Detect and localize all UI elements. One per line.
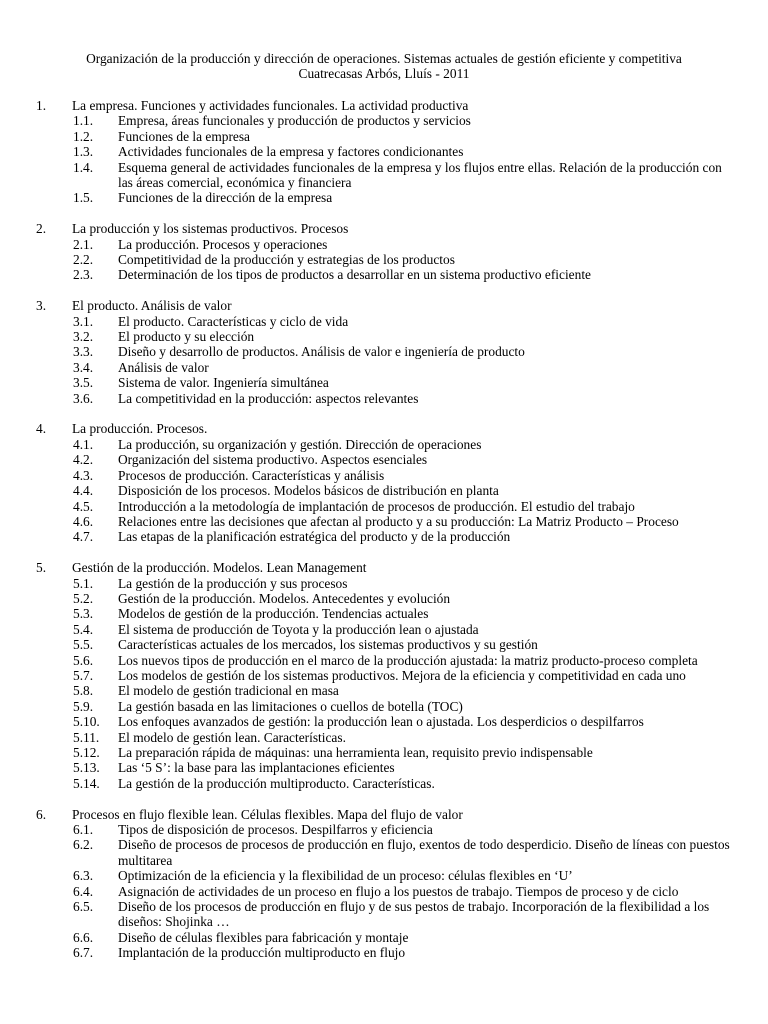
subsection-text: Características actuales de los mercados, los sistemas productivos y su gestión bbox=[118, 637, 538, 653]
subsection-item bbox=[0, 267, 768, 282]
subsection-text: Análisis de valor bbox=[118, 359, 209, 375]
chapter-heading bbox=[0, 421, 768, 436]
subsection-item bbox=[0, 129, 768, 144]
subsection-item bbox=[0, 930, 768, 945]
subsection-item bbox=[0, 329, 768, 344]
subsection-text: Determinación de los tipos de productos a desarrollar en un sistema productivo eficiente bbox=[118, 267, 591, 283]
subsection-text: El producto y su elección bbox=[118, 329, 255, 345]
subsection-item bbox=[0, 252, 768, 267]
subsection-number: 1.5. bbox=[73, 190, 94, 206]
subsection-item bbox=[0, 483, 768, 498]
subsection-number: 3.3. bbox=[73, 344, 94, 360]
chapter-title: La empresa. Funciones y actividades funcionales. La actividad productiva bbox=[72, 98, 469, 113]
subsection-item bbox=[0, 344, 768, 359]
subsection-text: Relaciones entre las decisiones que afectan al producto y a su producción: La Matriz Producto – Proceso bbox=[118, 513, 679, 529]
chapter-title: La producción. Procesos. bbox=[72, 421, 208, 437]
subsection-number: 5.5. bbox=[73, 637, 94, 653]
subsection-item bbox=[0, 683, 768, 698]
subsection-text: Los modelos de gestión de los sistemas productivos. Mejora de la eficiencia y competitividad en cada uno bbox=[118, 667, 686, 683]
chapter-heading bbox=[0, 298, 768, 313]
chapter-section bbox=[0, 221, 768, 283]
chapter-title: El producto. Análisis de valor bbox=[72, 298, 232, 314]
subsection-number: 5.14. bbox=[73, 775, 100, 791]
document-author: Cuatrecasas Arbós, Lluís - 2011 bbox=[298, 66, 470, 82]
subsection-item bbox=[0, 113, 768, 128]
subsection-text: Diseño de células flexibles para fabricación y montaje bbox=[118, 929, 409, 945]
subsection-number: 5.4. bbox=[73, 621, 94, 637]
chapter-section bbox=[0, 98, 768, 206]
subsection-item bbox=[0, 591, 768, 606]
subsection-item bbox=[0, 622, 768, 637]
subsection-number: 4.1. bbox=[73, 436, 94, 452]
subsection-item bbox=[0, 144, 768, 159]
subsection-item bbox=[0, 653, 768, 668]
subsection-text: Introducción a la metodología de implantación de procesos de producción. El estudio del trabajo bbox=[118, 498, 635, 514]
subsection-text: El modelo de gestión lean. Características. bbox=[118, 729, 346, 745]
subsection-number: 4.7. bbox=[73, 529, 94, 545]
subsection-number: 1.3. bbox=[73, 144, 94, 160]
subsection-number: 1.1. bbox=[73, 113, 94, 129]
subsection-item bbox=[0, 776, 768, 791]
subsection-number: 6.1. bbox=[73, 822, 94, 838]
chapter-section bbox=[0, 421, 768, 544]
chapter-section bbox=[0, 298, 768, 406]
subsection-number: 6.6. bbox=[73, 929, 94, 945]
subsection-number: 2.2. bbox=[73, 252, 94, 268]
subsection-text: Los nuevos tipos de producción en el marco de la producción ajustada: la matriz producto-proceso completa bbox=[118, 652, 698, 668]
subsection-number: 6.5. bbox=[73, 899, 94, 915]
subsection-number: 5.10. bbox=[73, 714, 100, 730]
subsection-item bbox=[0, 514, 768, 529]
subsection-text: Empresa, áreas funcionales y producción de productos y servicios bbox=[118, 113, 471, 129]
chapter-title: Procesos en flujo flexible lean. Células flexibles. Mapa del flujo de valor bbox=[72, 806, 463, 822]
subsection-text: La preparación rápida de máquinas: una herramienta lean, requisito previo indispensable bbox=[118, 745, 593, 760]
subsection-number: 3.1. bbox=[73, 313, 94, 329]
subsection-item bbox=[0, 899, 768, 930]
subsection-item bbox=[0, 529, 768, 544]
subsection-number: 1.4. bbox=[73, 159, 94, 175]
subsection-number: 6.3. bbox=[73, 868, 94, 884]
subsection-item bbox=[0, 822, 768, 837]
subsection-item bbox=[0, 730, 768, 745]
subsection-item bbox=[0, 837, 768, 868]
subsection-number: 3.5. bbox=[73, 375, 94, 391]
subsection-number: 5.3. bbox=[73, 606, 94, 622]
subsection-number: 4.5. bbox=[73, 498, 94, 514]
subsection-text: La competitividad en la producción: aspectos relevantes bbox=[118, 390, 419, 406]
subsection-text: Gestión de la producción. Modelos. Antecedentes y evolución bbox=[118, 590, 451, 606]
subsection-item bbox=[0, 314, 768, 329]
subsection-item bbox=[0, 884, 768, 899]
chapter-number: 2. bbox=[36, 221, 47, 237]
document-title: Organización de la producción y dirección de operaciones. Sistemas actuales de gestión eficiente y competitiva bbox=[86, 51, 682, 66]
subsection-text: Funciones de la empresa bbox=[118, 128, 251, 144]
subsection-text: Tipos de disposición de procesos. Despilfarros y eficiencia bbox=[118, 822, 433, 838]
subsection-text: La gestión de la producción multiproducto. Características. bbox=[118, 775, 435, 791]
subsection-number: 4.3. bbox=[73, 467, 94, 483]
subsection-text: La gestión basada en las limitaciones o cuellos de botella (TOC) bbox=[118, 698, 463, 714]
subsection-number: 4.6. bbox=[73, 513, 94, 529]
chapter-heading bbox=[0, 221, 768, 236]
subsection-number: 3.6. bbox=[73, 390, 94, 406]
subsection-number: 5.9. bbox=[73, 698, 94, 714]
subsection-number: 5.11. bbox=[73, 729, 100, 745]
subsection-text: Modelos de gestión de la producción. Tendencias actuales bbox=[118, 606, 429, 622]
subsection-number: 2.3. bbox=[73, 267, 94, 283]
subsection-text: Actividades funcionales de la empresa y factores condicionantes bbox=[118, 144, 464, 160]
subsection-item bbox=[0, 360, 768, 375]
chapter-section bbox=[0, 807, 768, 961]
subsection-number: 5.2. bbox=[73, 590, 94, 606]
subsection-item bbox=[0, 868, 768, 883]
subsection-number: 6.2. bbox=[73, 837, 94, 853]
subsection-text: La gestión de la producción y sus procesos bbox=[118, 575, 348, 591]
subsection-text: Procesos de producción. Características y análisis bbox=[118, 467, 385, 483]
subsection-item bbox=[0, 375, 768, 390]
subsection-number: 5.12. bbox=[73, 745, 100, 760]
subsection-item bbox=[0, 576, 768, 591]
subsection-number: 6.7. bbox=[73, 945, 94, 961]
subsection-item bbox=[0, 160, 768, 191]
subsection-text: Organización del sistema productivo. Aspectos esenciales bbox=[118, 452, 428, 468]
subsection-item bbox=[0, 190, 768, 205]
document-header bbox=[0, 51, 768, 82]
subsection-item bbox=[0, 745, 768, 760]
subsection-item bbox=[0, 668, 768, 683]
subsection-item bbox=[0, 606, 768, 621]
subsection-number: 6.4. bbox=[73, 883, 94, 899]
subsection-number: 3.2. bbox=[73, 329, 94, 345]
subsection-number: 4.2. bbox=[73, 452, 94, 468]
subsection-text: El producto. Características y ciclo de vida bbox=[118, 313, 349, 329]
chapter-title: La producción y los sistemas productivos. Procesos bbox=[72, 221, 349, 237]
subsection-text: Las etapas de la planificación estratégica del producto y de la producción bbox=[118, 529, 511, 545]
subsection-number: 5.7. bbox=[73, 667, 94, 683]
subsection-text: Competitividad de la producción y estrategias de los productos bbox=[118, 252, 455, 268]
subsection-text: Las ‘5 S’: la base para las implantaciones eficientes bbox=[118, 760, 395, 776]
subsection-item bbox=[0, 760, 768, 775]
subsection-number: 5.6. bbox=[73, 652, 94, 668]
chapter-number: 4. bbox=[36, 421, 47, 437]
chapter-title: Gestión de la producción. Modelos. Lean Management bbox=[72, 560, 367, 576]
subsection-text: Sistema de valor. Ingeniería simultánea bbox=[118, 375, 329, 391]
subsection-text: Diseño de los procesos de producción en flujo y de sus pestos de trabajo. Incorporación de la flexibilidad a los diseños: Shojinka … bbox=[118, 899, 710, 930]
subsection-text: Asignación de actividades de un proceso en flujo a los puestos de trabajo. Tiempos de proceso y de ciclo bbox=[118, 883, 679, 899]
subsection-text: La producción, su organización y gestión. Dirección de operaciones bbox=[118, 436, 482, 452]
chapter-number: 3. bbox=[36, 298, 47, 314]
subsection-text: Disposición de los procesos. Modelos básicos de distribución en planta bbox=[118, 483, 499, 499]
chapter-heading bbox=[0, 560, 768, 575]
subsection-text: Diseño y desarrollo de productos. Análisis de valor e ingeniería de producto bbox=[118, 344, 525, 360]
subsection-number: 2.1. bbox=[73, 236, 94, 252]
subsection-number: 3.4. bbox=[73, 359, 94, 375]
chapter-section bbox=[0, 560, 768, 791]
subsection-item bbox=[0, 637, 768, 652]
subsection-text: Esquema general de actividades funcionales de la empresa y los flujos entre ellas. Relación de la producción con las áreas comercial, económica y financiera bbox=[118, 159, 722, 191]
subsection-item bbox=[0, 437, 768, 452]
chapter-heading bbox=[0, 98, 768, 113]
subsection-text: Diseño de procesos de procesos de producción en flujo, exentos de todo desperdicio. Diseño de líneas con puestos multitarea bbox=[118, 837, 730, 868]
subsection-item bbox=[0, 699, 768, 714]
table-of-contents bbox=[0, 98, 768, 976]
subsection-item bbox=[0, 714, 768, 729]
subsection-number: 5.1. bbox=[73, 575, 94, 591]
subsection-item bbox=[0, 945, 768, 960]
chapter-heading bbox=[0, 807, 768, 822]
subsection-text: Los enfoques avanzados de gestión: la producción lean o ajustada. Los desperdicios o despilfarros bbox=[118, 714, 644, 730]
subsection-number: 4.4. bbox=[73, 483, 94, 499]
subsection-text: La producción. Procesos y operaciones bbox=[118, 236, 328, 252]
subsection-text: El sistema de producción de Toyota y la producción lean o ajustada bbox=[118, 621, 479, 637]
subsection-text: Optimización de la eficiencia y la flexibilidad de un proceso: células flexibles en ‘U’ bbox=[118, 868, 573, 884]
subsection-text: Implantación de la producción multiproducto en flujo bbox=[118, 945, 406, 961]
subsection-item bbox=[0, 468, 768, 483]
subsection-text: Funciones de la dirección de la empresa bbox=[118, 190, 333, 206]
subsection-number: 1.2. bbox=[73, 128, 94, 144]
subsection-number: 5.13. bbox=[73, 760, 100, 776]
subsection-item bbox=[0, 391, 768, 406]
chapter-number: 5. bbox=[36, 560, 47, 576]
subsection-item bbox=[0, 452, 768, 467]
subsection-number: 5.8. bbox=[73, 683, 94, 699]
subsection-item bbox=[0, 499, 768, 514]
subsection-text: El modelo de gestión tradicional en masa bbox=[118, 683, 339, 699]
chapter-number: 6. bbox=[36, 806, 47, 822]
chapter-number: 1. bbox=[36, 98, 47, 113]
subsection-item bbox=[0, 237, 768, 252]
